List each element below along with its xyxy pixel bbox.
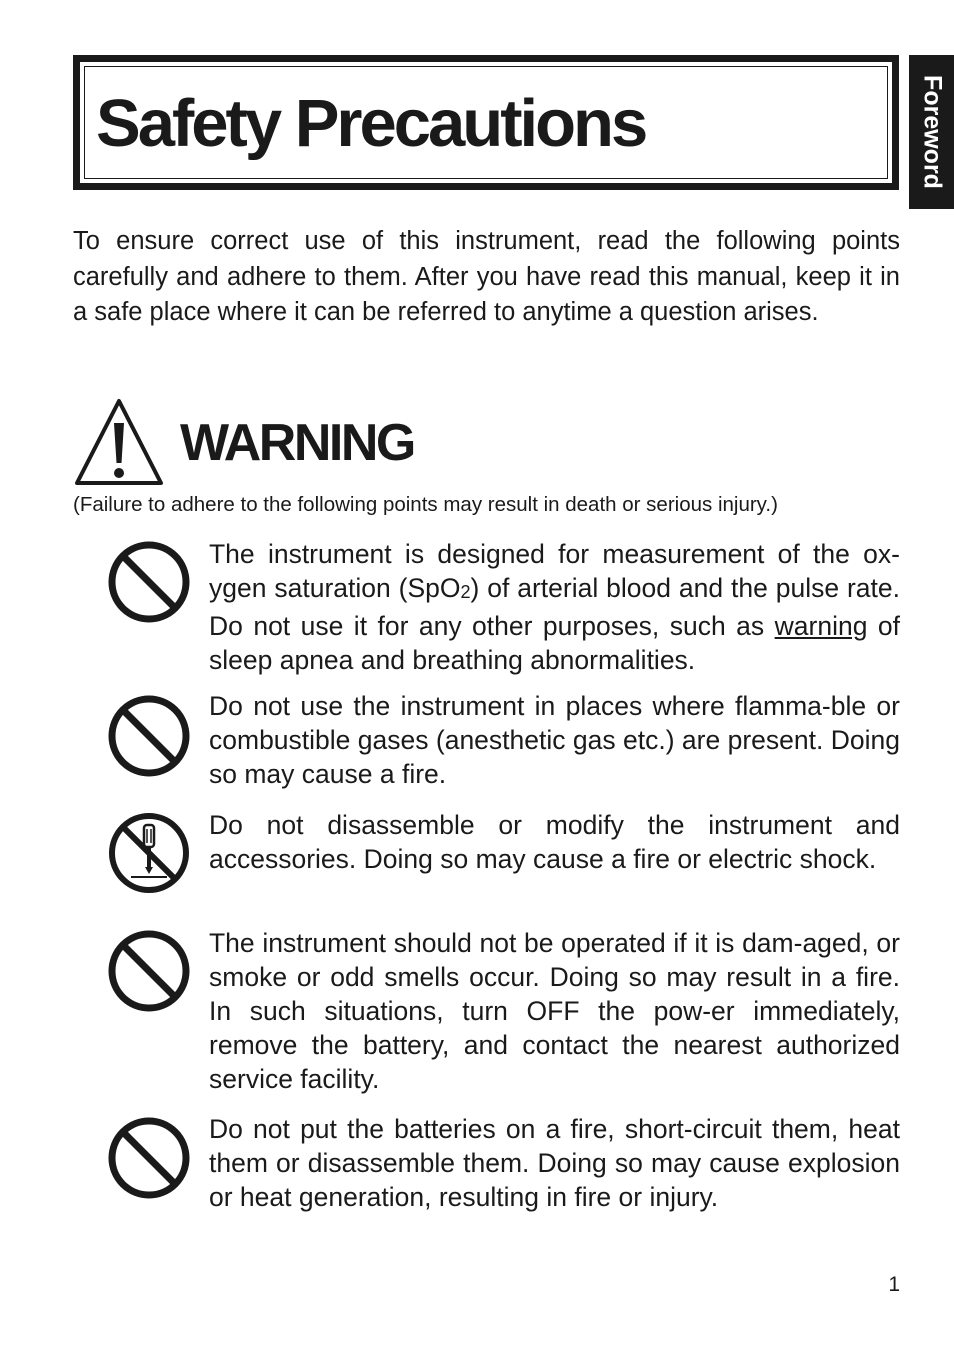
subscript-2: 2 (460, 582, 471, 602)
section-tab-foreword[interactable] (909, 55, 954, 209)
page-title: Safety Precautions (96, 86, 646, 161)
warning-item-text: Do not use the instrument in places where flamma-ble or combustible gases (anesthetic gas etc.) are present. Doing so may cause a fire. (209, 691, 900, 789)
warning-item-text: The instrument should not be operated if it is dam-aged, or smoke or odd smells occur. Doing so may result in a fire. In such situations, turn OFF the pow-er immediately, remove the battery, and contact the nearest authorized service facility. (209, 928, 900, 1094)
intro-paragraph: To ensure correct use of this instrument, read the following points carefully and adhere to them. After you have read this manual, keep it in a safe place where it can be referred to anytime a question arises. (73, 227, 900, 326)
page-number: 1 (888, 1273, 900, 1296)
no-disassembly-icon (107, 811, 191, 895)
prohibition-icon (107, 1116, 191, 1200)
warning-triangle-icon (73, 397, 165, 489)
warning-item-text: Do not put the batteries on a fire, short-circuit them, heat them or disassemble them. Doing so may cause explosion or heat generation, resulting in fire or injury. (209, 1114, 900, 1212)
underlined-word: warning (774, 611, 868, 641)
prohibition-icon (107, 540, 191, 624)
warning-heading (73, 397, 573, 489)
prohibition-icon (107, 929, 191, 1013)
prohibition-icon (107, 694, 191, 778)
warning-note: (Failure to adhere to the following points may result in death or serious injury.) (73, 493, 778, 516)
warning-item-text: Do not disassemble or modify the instrument and accessories. Doing so may cause a fire or electric shock. (209, 810, 900, 874)
warning-title: WARNING (180, 414, 414, 472)
title-box (73, 55, 899, 190)
warning-item-text: The instrument is designed for measurement of the ox-ygen saturation (SpO$_2$) of arterial blood and the pulse rate. Do not use it for any other purposes, such as warning of sleep apnea and breathing abnormalities. (209, 539, 901, 675)
section-tab-label: Foreword (918, 75, 946, 189)
